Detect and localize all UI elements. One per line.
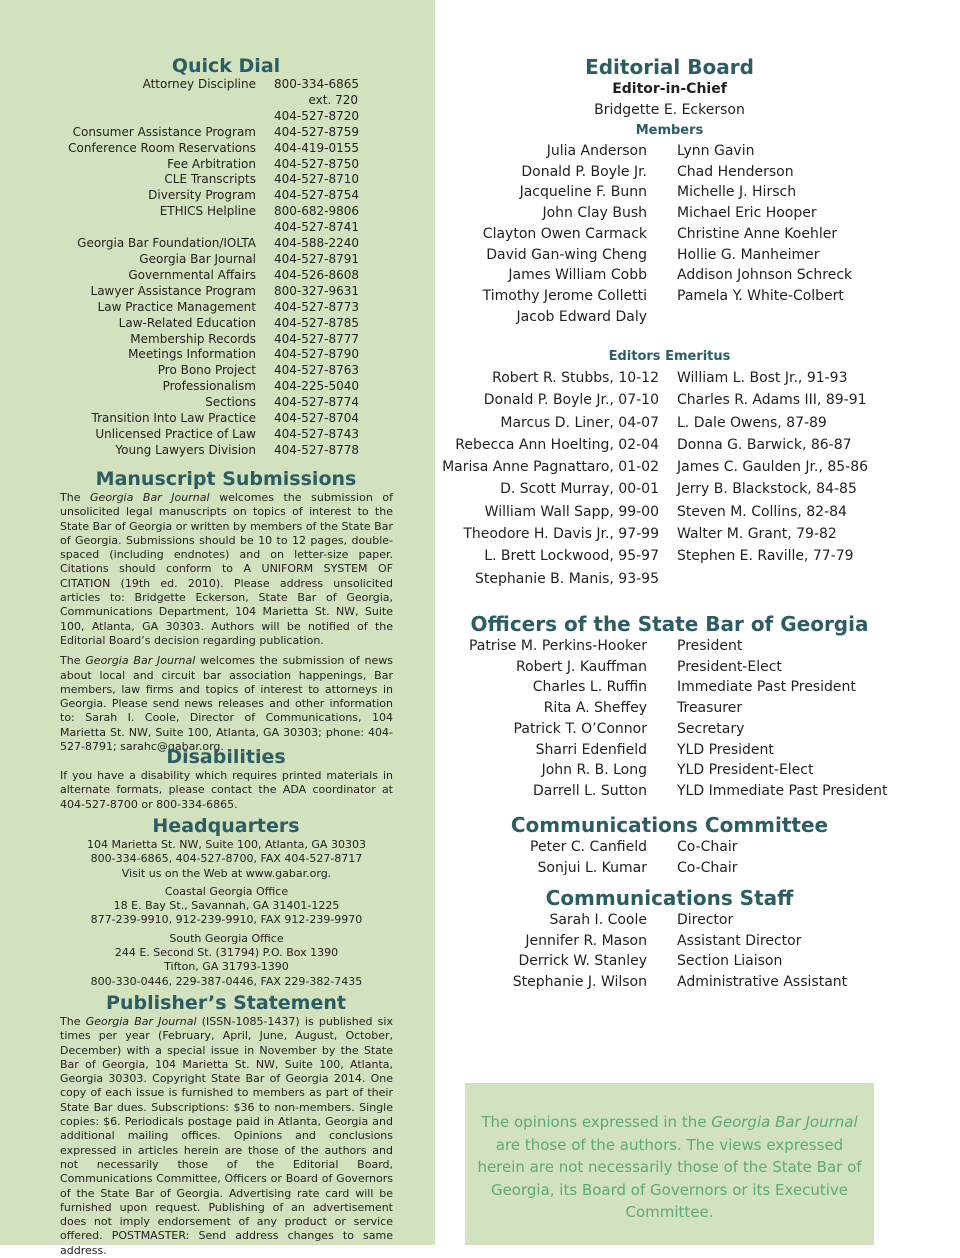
quick-dial-row [0, 316, 420, 332]
quick-dial-title: Quick Dial [171, 55, 281, 77]
quick-dial-number: 404-527-8720 [274, 108, 360, 123]
quick-dial-label: Transition Into Law Practice [91, 411, 256, 426]
name-cell: Derrick W. Stanley [518, 953, 647, 970]
quick-dial-row [0, 347, 420, 363]
quick-dial-row [0, 332, 420, 348]
communications-staff [437, 886, 902, 993]
value-cell: Michael Eric Hooper [677, 205, 817, 222]
quick-dial-row [0, 109, 420, 125]
quick-dial-row [0, 125, 420, 141]
value-cell: Addison Johnson Schreck [677, 267, 853, 284]
value-cell: Christine Anne Koehler [677, 225, 838, 242]
editors-emeritus-title: Editors Emeritus [608, 349, 731, 364]
name-cell: Marcus D. Liner, 04-07 [500, 414, 659, 431]
manuscript-paragraph-2: The Georgia Bar Journal welcomes the submission of news about local and circuit bar association happenings, Bar members, law firms and topics of interest to attorneys in Georgia. Please send news releases and other information to: Sarah I. Coole, Director of Communications, 104 Marietta St. NW, Suite 100, Atlanta, GA 30303; phone: 404-527-8791; sarahc@gabar.org. [60, 654, 393, 754]
name-cell: Donald P. Boyle Jr., 07-10 [483, 392, 659, 409]
name-cell: Marisa Anne Pagnattaro, 01-02 [442, 459, 659, 476]
name-cell: Robert J. Kauffman [515, 658, 647, 675]
quick-dial-label: Pro Bono Project [157, 363, 256, 378]
editors-emeritus-list [437, 367, 902, 590]
list-row [437, 858, 902, 879]
quick-dial-label: Attorney Discipline [142, 77, 256, 91]
communications-staff-list [437, 910, 902, 993]
name-cell: Rebecca Ann Hoelting, 02-04 [455, 436, 659, 453]
value-cell: Charles R. Adams III, 89-91 [677, 392, 867, 409]
list-row [437, 162, 902, 183]
list-row [437, 657, 902, 678]
communications-committee-list [437, 837, 902, 878]
editors-emeritus [437, 347, 902, 590]
quick-dial-row [0, 300, 420, 316]
communications-committee-title: Communications Committee [510, 813, 829, 837]
name-cell: John Clay Bush [542, 205, 647, 222]
name-cell: Rita A. Sheffey [543, 700, 647, 717]
name-cell: Sarah I. Coole [549, 912, 647, 928]
name-cell: Peter C. Canfield [530, 839, 647, 855]
quick-dial-list [0, 77, 420, 459]
editor-in-chief-label: Editor-in-Chief [612, 81, 727, 97]
value-cell: L. Dale Owens, 87-89 [677, 414, 827, 431]
quick-dial-row [0, 220, 420, 236]
coastal-office-phones: 877-239-9910, 912-239-9910, FAX 912-239-9970 [90, 913, 363, 927]
coastal-office-address: 18 E. Bay St., Savannah, GA 31401-1225 [113, 899, 340, 913]
right-column [437, 0, 960, 1245]
officers-list [437, 636, 902, 802]
publisher-text [60, 1015, 393, 1258]
quick-dial-label: Consumer Assistance Program [72, 124, 256, 139]
quick-dial-label: Law Practice Management [97, 299, 256, 314]
value-cell: Treasurer [677, 700, 743, 717]
value-cell: Administrative Assistant [677, 974, 848, 991]
quick-dial-label: Diversity Program [148, 188, 256, 203]
quick-dial-label: Professionalism [162, 379, 256, 394]
disabilities-text [60, 769, 393, 812]
members-label: Members [635, 123, 704, 138]
quick-dial-label: ETHICS Helpline [159, 204, 256, 219]
quick-dial-row [0, 172, 420, 188]
name-cell: Donald P. Boyle Jr. [521, 163, 647, 180]
quick-dial-number: 404-527-8743 [274, 426, 360, 441]
quick-dial-number: 404-527-8777 [274, 331, 360, 346]
quick-dial-row [0, 284, 420, 300]
name-cell: David Gan-wing Cheng [486, 246, 647, 263]
quick-dial-label: Unlicensed Practice of Law [95, 426, 256, 441]
name-cell: Jennifer R. Mason [525, 932, 647, 949]
quick-dial-label: Georgia Bar Journal [139, 251, 256, 266]
name-cell: Patrise M. Perkins-Hooker [468, 638, 647, 654]
quick-dial-label: Sections [205, 395, 256, 410]
quick-dial-row [0, 141, 420, 157]
disclaimer-text: The opinions expressed in the Georgia Bar Journal are those of the authors. The views expressed herein are not necessarily those of the State Bar of Georgia, its Board of Governors or its Executive Committee. [477, 1113, 862, 1221]
list-row [437, 224, 902, 245]
name-cell: L. Brett Lockwood, 95-97 [484, 548, 659, 565]
name-cell: William Wall Sapp, 99-00 [484, 503, 659, 520]
value-cell: Walter M. Grant, 79-82 [677, 526, 837, 543]
list-row [437, 568, 902, 590]
list-row [437, 781, 902, 802]
list-row [437, 389, 902, 411]
left-column [0, 0, 435, 1257]
quick-dial-number: 404-527-8774 [274, 395, 360, 410]
quick-dial-row [0, 411, 420, 427]
hq-address: 104 Marietta St. NW, Suite 100, Atlanta, GA 30303 [87, 838, 366, 851]
list-row [437, 307, 902, 328]
value-cell: Director [677, 912, 734, 928]
name-cell: James William Cobb [508, 267, 647, 284]
value-cell: Pamela Y. White-Colbert [677, 287, 844, 304]
quick-dial-row [0, 157, 420, 173]
value-cell: Donna G. Barwick, 86-87 [677, 436, 852, 453]
name-cell: Jacob Edward Daly [516, 308, 647, 325]
list-row [437, 245, 902, 266]
list-row [437, 719, 902, 740]
value-cell: President-Elect [677, 658, 782, 675]
list-row [437, 501, 902, 523]
quick-dial-number: 404-527-8790 [274, 347, 360, 362]
members-list [437, 141, 902, 327]
quick-dial-row [0, 395, 420, 411]
quick-dial-number: 404-527-8759 [274, 124, 360, 139]
quick-dial-number: 404-527-8704 [274, 411, 360, 426]
value-cell: Michelle J. Hirsch [677, 184, 797, 201]
quick-dial-number: 404-527-8750 [274, 156, 360, 171]
quick-dial-number: 404-527-8785 [274, 315, 360, 330]
manuscript-title: Manuscript Submissions [95, 468, 357, 490]
quick-dial-label: Conference Room Reservations [68, 140, 256, 155]
name-cell: Stephanie B. Manis, 93-95 [475, 570, 659, 587]
quick-dial-label: Governmental Affairs [128, 267, 256, 282]
list-row [437, 931, 902, 952]
list-row [437, 412, 902, 434]
quick-dial-label: Georgia Bar Foundation/IOLTA [77, 236, 256, 251]
list-row [437, 182, 902, 203]
list-row [437, 677, 902, 698]
quick-dial-row [0, 93, 420, 109]
quick-dial-number: 404-419-0155 [274, 140, 360, 155]
value-cell: Jerry B. Blackstock, 84-85 [677, 481, 857, 498]
communications-staff-title: Communications Staff [545, 886, 794, 910]
list-row [437, 286, 902, 307]
quick-dial-number: 800-334-6865 [274, 77, 360, 91]
quick-dial-label [0, 220, 256, 236]
south-office-name: South Georgia Office [169, 931, 284, 945]
editor-in-chief-name: Bridgette E. Eckerson [594, 102, 745, 118]
list-row [437, 523, 902, 545]
name-cell: Patrick T. O’Connor [513, 720, 647, 737]
list-row [437, 545, 902, 567]
disabilities-title: Disabilities [166, 746, 286, 768]
name-cell: Theodore H. Davis Jr., 97-99 [463, 526, 659, 543]
hq-phones: 800-334-6865, 404-527-8700, FAX 404-527-8717 [90, 852, 363, 866]
officers [437, 612, 902, 802]
list-row [437, 910, 902, 931]
name-cell: Sonjui L. Kumar [537, 859, 647, 876]
name-cell: Darrell L. Sutton [532, 782, 647, 799]
name-cell: D. Scott Murray, 00-01 [500, 481, 659, 498]
name-cell: Timothy Jerome Colletti [482, 287, 647, 304]
editorial-board [437, 55, 902, 327]
name-cell: Jacqueline F. Bunn [519, 184, 647, 201]
value-cell: YLD President-Elect [677, 762, 814, 779]
headquarters-info [40, 838, 413, 989]
quick-dial-row [0, 363, 420, 379]
quick-dial-number: 404-527-8741 [274, 220, 360, 235]
value-cell: Steven M. Collins, 82-84 [677, 503, 847, 520]
list-row [437, 456, 902, 478]
quick-dial-label: Young Lawyers Division [115, 442, 256, 457]
manuscript-paragraph-1: The Georgia Bar Journal welcomes the submission of unsolicited legal manuscripts on topics of interest to the State Bar of Georgia or written by members of the State Bar of Georgia. Submissions should be 10 to 12 pages, double-spaced (including endnotes) and on letter-size paper. Citations should conform to A UNIFORM SYSTEM OF CITATION (19th ed. 2010). Please address unsolicited articles to: Bridgette Eckerson, State Bar of Georgia, Communications Department, 104 Marietta St. NW, Suite 100, Atlanta, GA 30303. Authors will be notified of the Editorial Board’s decision regarding publication. [60, 491, 393, 647]
south-office-address: 244 E. Second St. (31794) P.O. Box 1390 [114, 946, 339, 960]
name-cell: Julia Anderson [546, 143, 647, 159]
list-row [437, 141, 902, 162]
quick-dial-row [0, 204, 420, 220]
list-row [437, 203, 902, 224]
value-cell: Immediate Past President [677, 679, 856, 696]
list-row [437, 740, 902, 761]
quick-dial-number: 404-588-2240 [274, 236, 360, 251]
value-cell: Lynn Gavin [677, 143, 755, 159]
quick-dial-label [0, 93, 256, 109]
quick-dial-number: 404-527-8710 [274, 172, 360, 187]
value-cell: Assistant Director [677, 932, 802, 949]
quick-dial-label: Meetings Information [128, 347, 256, 362]
quick-dial-number: 800-682-9806 [274, 204, 360, 219]
value-cell: YLD Immediate Past President [677, 782, 888, 799]
value-cell: Stephen E. Raville, 77-79 [677, 548, 854, 565]
name-cell: John R. B. Long [541, 762, 647, 779]
list-row [437, 265, 902, 286]
quick-dial-row [0, 77, 420, 93]
publisher-paragraph: The Georgia Bar Journal (ISSN-1085-1437) is published six times per year (February, April, June, August, October, December) with a special issue in November by the State Bar of Georgia, 104 Marietta St. NW, Suite 100, Atlanta, Georgia 30303. Copyright State Bar of Georgia 2014. One copy of each issue is furnished to members as part of their State Bar dues. Subscriptions: $36 to non-members. Single copies: $6. Periodicals postage paid in Atlanta, Georgia and additional mailing offices. Opinions and conclusions expressed in articles herein are those of the authors and not necessarily those of the Editorial Board, Communications Committee, Officers or Board of Governors of the State Bar of Georgia. Advertising rate card will be furnished upon request. Publishing of an advertisement does not imply endorsement of any product or service offered. POSTMASTER: Send address changes to same address. [60, 1015, 393, 1257]
officers-title: Officers of the State Bar of Georgia [470, 612, 869, 636]
name-cell: Robert R. Stubbs, 10-12 [492, 370, 659, 386]
quick-dial-row [0, 236, 420, 252]
quick-dial-label: CLE Transcripts [164, 172, 256, 187]
list-row [437, 837, 902, 858]
quick-dial-number: 404-527-8778 [274, 442, 360, 457]
quick-dial-label: Fee Arbitration [167, 156, 256, 171]
value-cell: President [677, 638, 743, 654]
quick-dial-number: 404-527-8773 [274, 299, 360, 314]
quick-dial-number: 404-527-8763 [274, 363, 360, 378]
list-row [437, 434, 902, 456]
value-cell: YLD President [677, 741, 774, 758]
name-cell: Stephanie J. Wilson [512, 974, 647, 991]
south-office-phones: 800-330-0446, 229-387-0446, FAX 229-382-7435 [90, 974, 363, 988]
value-cell: Section Liaison [677, 953, 783, 970]
quick-dial-number: 800-327-9631 [274, 283, 360, 298]
communications-committee [437, 813, 902, 878]
quick-dial-number: ext. 720 [308, 92, 358, 107]
headquarters-title: Headquarters [152, 815, 300, 837]
publisher-title: Publisher’s Statement [106, 992, 346, 1014]
name-cell: Sharri Edenfield [535, 741, 647, 758]
quick-dial-row [0, 252, 420, 268]
quick-dial-number: 404-527-8791 [274, 251, 360, 266]
quick-dial-label: Lawyer Assistance Program [90, 283, 256, 298]
disclaimer-box [465, 1083, 874, 1245]
list-row [437, 760, 902, 781]
south-office-city: Tifton, GA 31793-1390 [164, 960, 289, 974]
value-cell: James C. Gaulden Jr., 85-86 [677, 459, 869, 476]
name-cell: Charles L. Ruffin [532, 679, 647, 696]
quick-dial-row [0, 379, 420, 395]
list-row [437, 367, 902, 389]
value-cell: Co-Chair [677, 839, 738, 855]
value-cell: Chad Henderson [677, 163, 794, 180]
value-cell: Co-Chair [677, 859, 738, 876]
value-cell: Secretary [677, 720, 745, 737]
quick-dial-row [0, 188, 420, 204]
hq-web: Visit us on the Web at www.gabar.org. [121, 866, 332, 880]
quick-dial-row [0, 443, 420, 459]
quick-dial-row [0, 268, 420, 284]
quick-dial-number: 404-526-8608 [274, 267, 360, 282]
quick-dial-number: 404-225-5040 [274, 379, 360, 394]
editorial-board-title: Editorial Board [585, 55, 754, 79]
list-row [437, 698, 902, 719]
list-row [437, 972, 902, 993]
quick-dial-number: 404-527-8754 [274, 188, 360, 203]
coastal-office-name: Coastal Georgia Office [164, 884, 289, 898]
value-cell: William L. Bost Jr., 91-93 [677, 370, 848, 386]
quick-dial-label [0, 109, 256, 125]
quick-dial-row [0, 427, 420, 443]
list-row [437, 478, 902, 500]
list-row [437, 636, 902, 657]
disabilities-paragraph: If you have a disability which requires printed materials in alternate formats, please contact the ADA coordinator at 404-527-8700 or 800-334-6865. [60, 769, 393, 811]
manuscript-text [60, 491, 393, 754]
value-cell: Hollie G. Manheimer [677, 246, 820, 263]
quick-dial-label: Law-Related Education [118, 315, 256, 330]
list-row [437, 951, 902, 972]
name-cell: Clayton Owen Carmack [482, 225, 647, 242]
quick-dial-label: Membership Records [130, 331, 256, 346]
